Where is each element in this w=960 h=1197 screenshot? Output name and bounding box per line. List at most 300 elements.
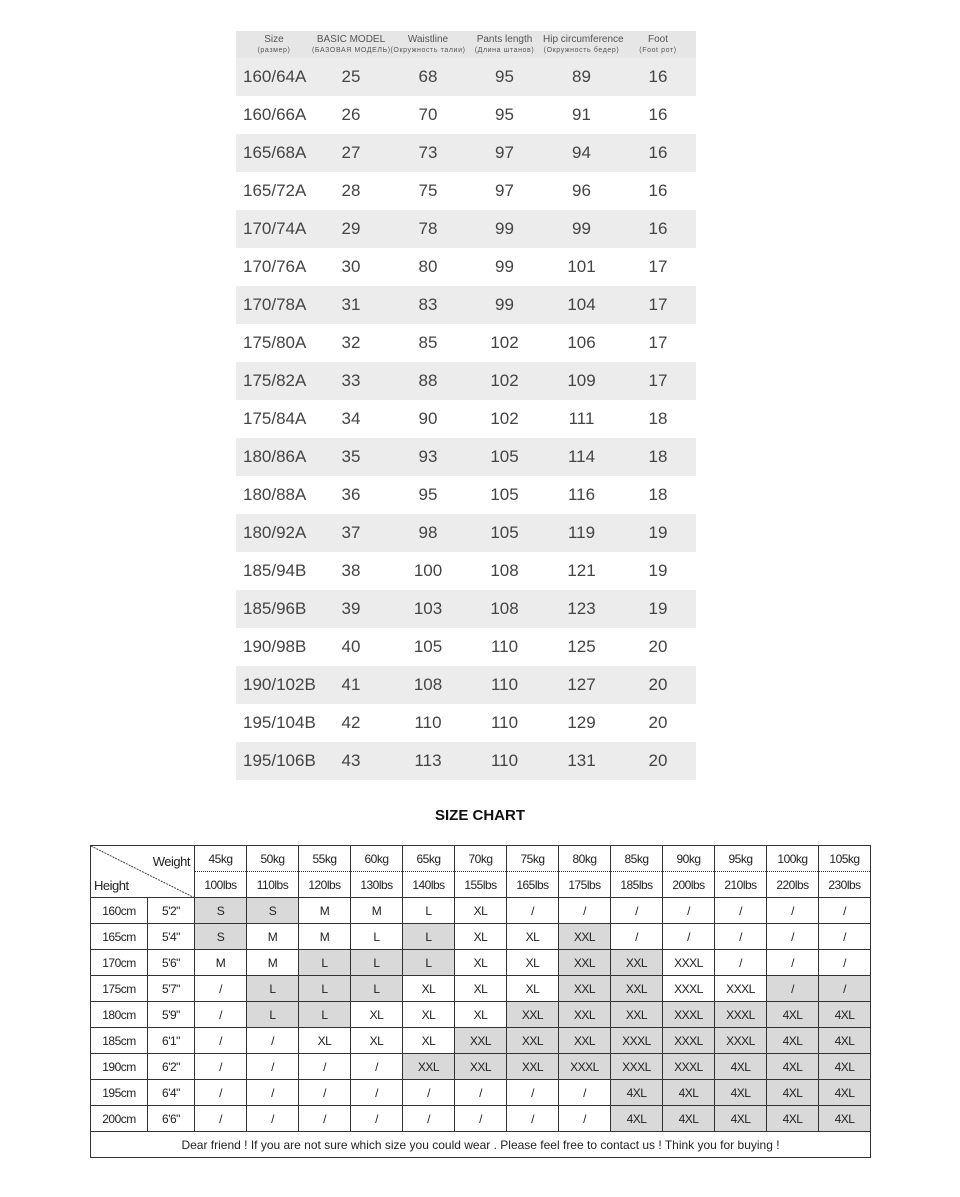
size-cell: 4XL (819, 1054, 871, 1080)
size-cell: / (299, 1106, 351, 1132)
measurement-cell-size: 170/78A (243, 295, 307, 314)
measurement-cell-foot: 16 (648, 143, 668, 162)
size-cell: / (663, 898, 715, 924)
measurement-cell-size: 195/106B (243, 751, 316, 770)
measurement-cell-waistline: 108 (413, 675, 443, 694)
size-cell: / (507, 898, 559, 924)
weight-lbs-header: 220lbs (767, 872, 819, 898)
height-cm: 180cm (91, 1002, 148, 1028)
weight-kg-header: 50kg (247, 846, 299, 872)
height-ft: 5'2" (148, 898, 195, 924)
measurement-cell-basic-model: 35 (341, 447, 361, 466)
size-cell: XL (403, 1002, 455, 1028)
measurement-cell-waistline: 100 (413, 561, 443, 580)
size-cell: L (299, 976, 351, 1002)
size-cell: / (559, 1106, 611, 1132)
measurement-cell-foot: 16 (648, 181, 668, 200)
header-hip-circumference: Hip circumference (Окружность бедер) (543, 34, 624, 54)
measurement-cell-waistline: 78 (418, 219, 438, 238)
measurement-cell-foot: 17 (648, 371, 668, 390)
size-cell: M (299, 924, 351, 950)
weight-kg-header: 100kg (767, 846, 819, 872)
weight-lbs-header: 120lbs (299, 872, 351, 898)
size-cell: / (195, 1028, 247, 1054)
size-cell: XXL (559, 924, 611, 950)
measurement-row (236, 704, 696, 742)
size-cell: XL (455, 924, 507, 950)
measurement-cell-size: 185/94B (243, 561, 307, 580)
measurement-cell-pants-length: 105 (490, 447, 519, 466)
measurement-cell-foot: 20 (648, 675, 668, 694)
measurement-cell-waistline: 80 (418, 257, 438, 276)
weight-kg-header: 75kg (507, 846, 559, 872)
measurement-cell-hip-circumference: 119 (567, 523, 596, 542)
size-cell: / (299, 1054, 351, 1080)
measurement-cell-waistline: 110 (414, 713, 442, 732)
measurement-cell-basic-model: 36 (341, 485, 361, 504)
weight-lbs-header: 175lbs (559, 872, 611, 898)
measurement-cell-pants-length: 108 (490, 599, 519, 618)
size-cell: XL (403, 976, 455, 1002)
size-cell: XL (455, 898, 507, 924)
measurement-cell-size: 165/68A (243, 143, 307, 162)
size-cell: M (247, 950, 299, 976)
header-pants-length: Pants length (Длина штанов) (474, 34, 535, 54)
size-cell: / (195, 1106, 247, 1132)
measurement-cell-pants-length: 108 (490, 561, 519, 580)
measurement-cell-basic-model: 41 (341, 675, 361, 694)
size-cell: / (819, 898, 871, 924)
measurement-row (236, 552, 696, 590)
weight-lbs-header: 130lbs (351, 872, 403, 898)
size-cell: XXXL (663, 950, 715, 976)
measurement-cell-foot: 16 (648, 67, 668, 86)
size-cell: XXL (559, 976, 611, 1002)
size-cell: XXL (611, 950, 663, 976)
measurement-cell-pants-length: 105 (490, 523, 519, 542)
weight-kg-header: 80kg (559, 846, 611, 872)
size-chart-row (91, 1106, 871, 1132)
weight-kg-header: 90kg (663, 846, 715, 872)
measurement-cell-foot: 18 (648, 409, 668, 428)
size-cell: / (403, 1106, 455, 1132)
measurement-cell-hip-circumference: 109 (567, 371, 596, 390)
measurement-cell-waistline: 75 (418, 181, 438, 200)
measurement-row (236, 628, 696, 666)
weight-lbs-header: 210lbs (715, 872, 767, 898)
size-cell: 4XL (767, 1106, 819, 1132)
size-cell: / (767, 950, 819, 976)
measurement-cell-size: 190/98B (243, 637, 307, 656)
size-cell: / (351, 1080, 403, 1106)
size-cell: XL (455, 1002, 507, 1028)
size-cell: M (247, 924, 299, 950)
measurement-cell-size: 160/66A (243, 105, 307, 124)
measurement-cell-foot: 20 (648, 637, 668, 656)
size-cell: XXXL (611, 1054, 663, 1080)
measurement-cell-size: 180/88A (243, 485, 307, 504)
measurement-cell-basic-model: 42 (341, 713, 361, 732)
weight-kg-header: 65kg (403, 846, 455, 872)
measurement-cell-foot: 17 (648, 257, 668, 276)
measurement-cell-pants-length: 110 (490, 637, 519, 656)
measurement-cell-foot: 18 (648, 485, 668, 504)
size-cell: XXXL (611, 1028, 663, 1054)
measurement-cell-waistline: 88 (418, 371, 438, 390)
size-chart-table (90, 845, 871, 1158)
size-chart-row (91, 950, 871, 976)
size-cell: XXXL (663, 1028, 715, 1054)
weight-kg-header: 105kg (819, 846, 871, 872)
measurement-row (236, 58, 696, 96)
size-cell: / (611, 898, 663, 924)
measurement-cell-foot: 19 (648, 523, 668, 542)
measurement-cell-basic-model: 27 (341, 143, 361, 162)
height-ft: 6'4" (148, 1080, 195, 1106)
weight-lbs-header: 100lbs (195, 872, 247, 898)
height-cm: 175cm (91, 976, 148, 1002)
measurement-cell-waistline: 95 (418, 485, 438, 504)
measurement-cell-foot: 18 (648, 447, 668, 466)
size-cell: / (299, 1080, 351, 1106)
size-cell: XXL (455, 1028, 507, 1054)
measurement-cell-size: 170/76A (243, 257, 307, 276)
size-cell: / (455, 1106, 507, 1132)
size-cell: / (455, 1080, 507, 1106)
measurement-cell-size: 160/64A (243, 67, 307, 86)
measurement-cell-foot: 16 (648, 105, 668, 124)
size-cell: XXXL (715, 976, 767, 1002)
measurement-row (236, 476, 696, 514)
measurement-cell-size: 180/86A (243, 447, 307, 466)
measurement-cell-pants-length: 95 (495, 105, 514, 124)
measurement-cell-hip-circumference: 94 (572, 143, 591, 162)
size-cell: L (403, 898, 455, 924)
measurement-cell-size: 190/102B (243, 675, 316, 694)
measurement-cell-basic-model: 40 (341, 637, 361, 656)
size-cell: 4XL (663, 1080, 715, 1106)
height-cm: 195cm (91, 1080, 148, 1106)
size-cell: 4XL (819, 1106, 871, 1132)
size-cell: L (351, 976, 403, 1002)
size-cell: / (507, 1106, 559, 1132)
weight-kg-header: 95kg (715, 846, 767, 872)
measurement-cell-hip-circumference: 111 (568, 409, 595, 428)
measurement-cell-foot: 16 (648, 219, 668, 238)
size-cell: 4XL (611, 1106, 663, 1132)
size-cell: XXL (507, 1054, 559, 1080)
size-cell: 4XL (819, 1028, 871, 1054)
measurement-cell-pants-length: 102 (490, 333, 519, 352)
measurement-cell-pants-length: 97 (495, 143, 514, 162)
weight-lbs-header: 110lbs (247, 872, 299, 898)
measurement-cell-basic-model: 31 (341, 295, 361, 314)
measurement-row (236, 172, 696, 210)
measurement-cell-size: 175/84A (243, 409, 307, 428)
height-ft: 6'6" (148, 1106, 195, 1132)
size-cell: / (195, 1054, 247, 1080)
measurement-row (236, 514, 696, 552)
size-cell: XXXL (663, 1002, 715, 1028)
height-ft: 5'9" (148, 1002, 195, 1028)
measurement-header-row (236, 31, 696, 58)
size-cell: / (715, 898, 767, 924)
measurement-cell-waistline: 73 (418, 143, 438, 162)
measurement-cell-basic-model: 38 (341, 561, 361, 580)
height-label: Height (94, 878, 129, 893)
measurement-cell-waistline: 68 (418, 67, 438, 86)
height-cm: 160cm (91, 898, 148, 924)
size-cell: XL (351, 1028, 403, 1054)
size-chart-row (91, 1002, 871, 1028)
size-cell: XXL (559, 1002, 611, 1028)
measurement-cell-waistline: 98 (418, 523, 438, 542)
size-chart-row (91, 976, 871, 1002)
size-cell: S (195, 924, 247, 950)
size-cell: / (351, 1106, 403, 1132)
size-cell: / (559, 1080, 611, 1106)
size-cell: XXL (611, 1002, 663, 1028)
weight-kg-header: 60kg (351, 846, 403, 872)
measurement-cell-basic-model: 33 (341, 371, 361, 390)
size-cell: / (819, 976, 871, 1002)
size-cell: XXL (559, 1028, 611, 1054)
size-cell: L (403, 950, 455, 976)
measurement-row (236, 438, 696, 476)
measurement-cell-size: 180/92A (243, 523, 307, 542)
measurement-cell-basic-model: 25 (341, 67, 361, 86)
weight-kg-header: 70kg (455, 846, 507, 872)
measurement-cell-basic-model: 30 (341, 257, 361, 276)
weight-lbs-header: 230lbs (819, 872, 871, 898)
measurement-cell-pants-length: 110 (490, 751, 519, 770)
weight-lbs-header: 185lbs (611, 872, 663, 898)
measurement-cell-waistline: 83 (418, 295, 438, 314)
size-cell: / (351, 1054, 403, 1080)
measurement-row (236, 666, 696, 704)
measurement-row (236, 362, 696, 400)
measurement-cell-waistline: 105 (413, 637, 443, 656)
measurement-cell-foot: 19 (648, 599, 668, 618)
size-cell: L (247, 1002, 299, 1028)
size-cell: / (195, 976, 247, 1002)
size-cell: L (247, 976, 299, 1002)
weight-height-corner (91, 846, 195, 898)
measurement-cell-pants-length: 110 (490, 713, 519, 732)
measurement-cell-size: 165/72A (243, 181, 307, 200)
measurement-cell-hip-circumference: 91 (572, 105, 591, 124)
measurement-cell-pants-length: 110 (490, 675, 519, 694)
measurement-cell-pants-length: 95 (495, 67, 514, 86)
measurement-cell-basic-model: 34 (341, 409, 361, 428)
size-cell: 4XL (715, 1106, 767, 1132)
size-cell: / (507, 1080, 559, 1106)
size-cell: XL (507, 950, 559, 976)
weight-kg-header: 45kg (195, 846, 247, 872)
measurement-cell-hip-circumference: 89 (572, 67, 591, 86)
measurement-cell-pants-length: 105 (490, 485, 519, 504)
weight-label: Weight (152, 854, 190, 869)
size-cell: 4XL (715, 1054, 767, 1080)
measurement-cell-basic-model: 32 (341, 333, 361, 352)
size-cell: / (247, 1054, 299, 1080)
size-chart-footer-row (91, 1132, 871, 1158)
size-cell: XL (507, 976, 559, 1002)
measurement-table (236, 31, 696, 780)
height-cm: 185cm (91, 1028, 148, 1054)
size-cell: 4XL (819, 1002, 871, 1028)
measurement-cell-size: 185/96B (243, 599, 307, 618)
size-chart-row (91, 1054, 871, 1080)
weight-lbs-header: 165lbs (507, 872, 559, 898)
header-waistline: Waistline (Окружность талии) (390, 34, 466, 54)
size-cell: / (247, 1028, 299, 1054)
size-cell: XXL (559, 950, 611, 976)
measurement-row (236, 590, 696, 628)
size-cell: / (767, 976, 819, 1002)
size-cell: XXXL (715, 1028, 767, 1054)
size-cell: XL (507, 924, 559, 950)
size-cell: L (351, 950, 403, 976)
size-cell: / (247, 1080, 299, 1106)
measurement-cell-hip-circumference: 121 (567, 561, 596, 580)
measurement-cell-basic-model: 29 (341, 219, 361, 238)
size-cell: 4XL (819, 1080, 871, 1106)
measurement-row (236, 742, 696, 780)
measurement-cell-waistline: 113 (414, 751, 442, 770)
measurement-cell-hip-circumference: 99 (572, 219, 591, 238)
size-cell: / (767, 898, 819, 924)
measurement-cell-foot: 20 (648, 751, 668, 770)
measurement-cell-basic-model: 28 (341, 181, 361, 200)
measurement-cell-basic-model: 26 (341, 105, 361, 124)
size-cell: XXXL (559, 1054, 611, 1080)
measurement-cell-hip-circumference: 104 (567, 295, 596, 314)
size-cell: XXXL (663, 1054, 715, 1080)
measurement-cell-waistline: 70 (418, 105, 438, 124)
measurement-cell-foot: 20 (648, 713, 668, 732)
measurement-cell-basic-model: 39 (341, 599, 361, 618)
measurement-row (236, 134, 696, 172)
measurement-cell-hip-circumference: 101 (567, 257, 596, 276)
measurement-cell-size: 175/80A (243, 333, 307, 352)
size-chart-title: SIZE CHART (435, 807, 525, 824)
size-cell: 4XL (715, 1080, 767, 1106)
size-cell: XL (299, 1028, 351, 1054)
size-cell: XXL (507, 1028, 559, 1054)
measurement-cell-basic-model: 43 (341, 751, 361, 770)
size-cell: L (299, 950, 351, 976)
size-cell: 4XL (767, 1054, 819, 1080)
measurement-row (236, 210, 696, 248)
weight-kg-header: 55kg (299, 846, 351, 872)
measurement-body (236, 58, 696, 780)
header-size: Size (размер) (257, 34, 291, 54)
height-ft: 6'1" (148, 1028, 195, 1054)
measurement-cell-pants-length: 102 (490, 409, 519, 428)
size-cell: XL (455, 950, 507, 976)
height-cm: 190cm (91, 1054, 148, 1080)
measurement-cell-size: 175/82A (243, 371, 307, 390)
size-chart-footer-note: Dear friend ! If you are not sure which size you could wear . Please feel free to contact us ! Think you for buying ! (91, 1132, 871, 1158)
size-cell: / (767, 924, 819, 950)
measurement-row (236, 324, 696, 362)
size-cell: L (403, 924, 455, 950)
weight-lbs-header: 155lbs (455, 872, 507, 898)
measurement-cell-pants-length: 99 (495, 257, 514, 276)
measurement-cell-pants-length: 99 (495, 219, 514, 238)
size-cell: XXL (403, 1054, 455, 1080)
measurement-cell-pants-length: 97 (495, 181, 514, 200)
size-cell: / (819, 950, 871, 976)
height-ft: 5'7" (148, 976, 195, 1002)
height-cm: 170cm (91, 950, 148, 976)
size-chart-row (91, 1080, 871, 1106)
measurement-cell-hip-circumference: 129 (567, 713, 596, 732)
measurement-row (236, 400, 696, 438)
size-chart-row (91, 1028, 871, 1054)
measurement-cell-waistline: 85 (418, 333, 438, 352)
weight-lbs-header: 140lbs (403, 872, 455, 898)
measurement-cell-waistline: 103 (413, 599, 443, 618)
size-chart-header-lbs-row (91, 872, 871, 898)
height-ft: 6'2" (148, 1054, 195, 1080)
size-cell: XXL (611, 976, 663, 1002)
measurement-cell-basic-model: 37 (341, 523, 361, 542)
size-cell: M (351, 898, 403, 924)
size-cell: / (819, 924, 871, 950)
header-foot: Foot (Foot рот) (639, 34, 677, 54)
measurement-cell-hip-circumference: 96 (572, 181, 591, 200)
size-cell: 4XL (767, 1002, 819, 1028)
measurement-cell-size: 195/104B (243, 713, 316, 732)
measurement-row (236, 286, 696, 324)
size-cell: / (559, 898, 611, 924)
size-cell: XL (403, 1028, 455, 1054)
weight-lbs-header: 200lbs (663, 872, 715, 898)
size-cell: / (715, 950, 767, 976)
size-cell: S (247, 898, 299, 924)
size-cell: / (195, 1002, 247, 1028)
size-chart-row (91, 898, 871, 924)
size-cell: M (299, 898, 351, 924)
size-cell: / (715, 924, 767, 950)
size-cell: / (663, 924, 715, 950)
size-cell: / (247, 1106, 299, 1132)
measurement-cell-pants-length: 99 (495, 295, 514, 314)
size-cell: XL (455, 976, 507, 1002)
size-cell: XXXL (663, 976, 715, 1002)
size-cell: S (195, 898, 247, 924)
height-cm: 165cm (91, 924, 148, 950)
measurement-cell-foot: 17 (648, 295, 668, 314)
size-cell: L (351, 924, 403, 950)
height-cm: 200cm (91, 1106, 148, 1132)
height-ft: 5'4" (148, 924, 195, 950)
measurement-cell-size: 170/74A (243, 219, 307, 238)
size-chart-header-kg-row (91, 846, 871, 872)
measurement-cell-hip-circumference: 114 (567, 447, 596, 466)
size-cell: 4XL (611, 1080, 663, 1106)
measurement-cell-foot: 17 (648, 333, 668, 352)
header-basic-model: BASIC MODEL (БАЗОВАЯ МОДЕЛЬ) (312, 34, 391, 54)
height-ft: 5'6" (148, 950, 195, 976)
size-cell: 4XL (663, 1106, 715, 1132)
measurement-row (236, 248, 696, 286)
measurement-cell-foot: 19 (648, 561, 668, 580)
measurement-cell-hip-circumference: 127 (567, 675, 596, 694)
measurement-cell-hip-circumference: 131 (567, 751, 596, 770)
